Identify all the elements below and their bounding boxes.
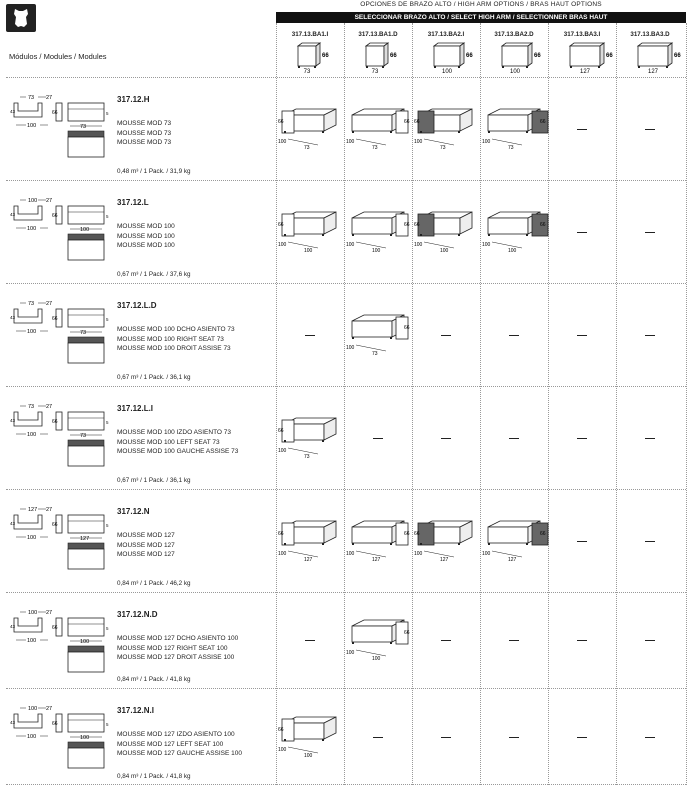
height-dim: 66 [466,53,473,59]
option-cell [346,309,410,364]
description-fr: MOUSSE MOD 100 [117,242,175,249]
volume-weight: 0,84 m³ / 1 Pack. / 41,8 kg [117,773,191,780]
seat-width-dim: 73 [80,124,87,130]
not-available-dash [577,129,587,130]
height-dim: 66 [540,222,546,228]
description-es: MOUSSE MOD 73 [117,120,172,127]
depth-dim: 100 [27,432,37,438]
svg-text:5: 5 [106,722,109,727]
configuration-drawing [278,103,342,153]
configuration-drawing [346,206,410,256]
not-available-dash [645,232,655,233]
not-available-dash [509,737,519,738]
depth-dim: 100 [414,551,423,557]
module-row [0,283,688,386]
module-plan-drawing [8,604,108,694]
not-available-dash [441,640,451,641]
not-available-dash [509,640,519,641]
description-en: MOUSSE MOD 127 RIGHT SEAT 100 [117,644,228,652]
module-plan-drawing [8,700,108,790]
seat-height-dim: 43 [10,212,16,217]
option-cell [414,206,478,261]
depth-dim: 100 [346,242,355,248]
not-available-dash [373,438,383,439]
description-fr: MOUSSE MOD 127 [117,551,175,558]
depth-dim: 100 [346,650,355,656]
height-dim: 66 [322,53,329,59]
not-available-dash [577,737,587,738]
arm-option-code: 317.13.BA2.D [494,31,534,38]
module-reference: 317.12.N.I [117,706,154,715]
configuration-drawing [278,711,342,761]
depth-dim: 100 [278,242,287,248]
not-available-dash [441,335,451,336]
height-dim: 66 [414,222,420,228]
height-dim: 66 [52,721,58,727]
not-available-dash [645,541,655,542]
height-dim: 66 [404,630,410,636]
seat-height-dim: 43 [10,418,16,423]
width-dim: 127 [440,557,449,563]
arm-option-code: 317.13.BA1.I [291,31,329,38]
depth-dim: 100 [278,448,287,454]
not-available-dash [645,129,655,130]
height-dim: 66 [278,222,284,228]
module-reference: 317.12.L.I [117,404,154,413]
arm-option-code: 317.13.BA1.D [358,31,398,38]
width-dim: 73 [440,145,446,151]
depth-dim: 100 [346,139,355,145]
leather-hide-icon [6,4,36,32]
row-divider [6,283,686,284]
height-dim: 66 [52,213,58,219]
arm-module-icon [562,40,613,75]
arm-option-column-317-13-ba3-d [616,23,684,75]
depth-dim: 100 [27,226,37,232]
configuration-drawing [278,206,342,256]
description-es: MOUSSE MOD 127 IZDO ASIENTO 100 [117,731,235,738]
height-dim: 66 [606,53,613,59]
volume-weight: 0,84 m³ / 1 Pack. / 46,2 kg [117,580,191,587]
width-dim: 100 [304,248,313,254]
width-dim: 73 [372,145,378,151]
width-dim: 73 [304,145,310,151]
configuration-drawing [482,103,546,153]
width-dim: 100 [441,69,453,75]
option-cell [414,515,478,570]
depth-dim: 100 [27,638,37,644]
description-fr: MOUSSE MOD 73 [117,139,172,146]
width-dim: 73 [371,69,379,75]
arm-option-code: 317.13.BA2.I [427,31,465,38]
arm-width-dim: 73 [28,95,35,101]
arm-module-icon [630,40,681,75]
not-available-dash [577,438,587,439]
arm-depth-dim: 27 [46,198,53,204]
description-fr: MOUSSE MOD 127 GAUCHE ASSISE 100 [117,750,242,757]
arm-width-dim: 100 [28,610,38,616]
depth-dim: 100 [482,551,491,557]
arm-depth-dim: 27 [46,404,53,410]
svg-text:5: 5 [106,214,109,219]
depth-dim: 100 [27,734,37,740]
width-dim: 100 [509,69,521,75]
not-available-dash [373,737,383,738]
depth-dim: 100 [278,551,287,557]
row-divider [6,784,686,785]
option-cell [278,206,342,261]
not-available-dash [441,737,451,738]
description-es: MOUSSE MOD 100 DCHO ASIENTO 73 [117,326,235,333]
description-fr: MOUSSE MOD 100 GAUCHE ASSISE 73 [117,448,239,455]
height-dim: 66 [278,428,284,434]
width-dim: 127 [304,557,313,563]
seat-width-dim: 73 [80,433,87,439]
depth-dim: 100 [414,242,423,248]
module-plan-drawing [8,501,108,591]
width-dim: 73 [303,69,311,75]
arm-depth-dim: 27 [46,95,53,101]
arm-option-column-317-13-ba2-i [412,23,480,75]
depth-dim: 100 [482,242,491,248]
height-dim: 66 [52,522,58,528]
depth-dim: 100 [414,139,423,145]
module-row [0,77,688,180]
height-dim: 66 [540,531,546,537]
width-dim: 100 [372,656,381,662]
arm-module-icon [494,40,540,74]
description-en: MOUSSE MOD 100 [117,232,175,240]
seat-width-dim: 73 [80,330,87,336]
not-available-dash [509,335,519,336]
arm-option-code: 317.13.BA3.I [563,31,601,38]
module-reference: 317.12.N [117,507,150,516]
module-reference: 317.12.H [117,95,150,104]
width-dim: 73 [304,454,310,460]
arm-depth-dim: 27 [46,706,53,712]
description-es: MOUSSE MOD 100 [117,223,175,230]
arm-depth-dim: 27 [46,610,53,616]
option-cell [346,103,410,158]
seat-height-dim: 43 [10,624,16,629]
option-cell [482,515,546,570]
arm-option-code: 317.13.BA3.D [630,31,670,38]
row-divider [6,180,686,181]
seat-width-dim: 100 [80,735,90,741]
arm-option-column-317-13-ba1-d [344,23,412,75]
height-dim: 66 [404,222,410,228]
seat-width-dim: 100 [80,227,90,233]
module-reference: 317.12.N.D [117,610,158,619]
width-dim: 73 [372,351,378,357]
depth-dim: 100 [278,139,287,145]
row-divider [6,688,686,689]
description-es: MOUSSE MOD 100 IZDO ASIENTO 73 [117,429,232,436]
arm-option-column-317-13-ba2-d [480,23,548,75]
height-dim: 66 [414,119,420,125]
width-dim: 127 [508,557,517,563]
width-dim: 127 [579,69,591,75]
depth-dim: 100 [27,123,37,129]
height-dim: 66 [540,119,546,125]
module-row [0,489,688,592]
volume-weight: 0,67 m³ / 1 Pack. / 37,6 kg [117,271,191,278]
module-row [0,688,688,785]
not-available-dash [305,640,315,641]
not-available-dash [305,335,315,336]
height-dim: 66 [404,119,410,125]
arm-module-icon [290,40,336,74]
option-cell [346,206,410,261]
module-row [0,386,688,489]
option-cell [346,515,410,570]
arm-module-icon [358,40,404,74]
height-dim: 66 [674,53,681,59]
seat-height-dim: 43 [10,720,16,725]
svg-text:5: 5 [106,626,109,631]
description-en: MOUSSE MOD 100 LEFT SEAT 73 [117,438,220,446]
module-row [0,180,688,283]
not-available-dash [645,335,655,336]
height-dim: 66 [278,727,284,733]
description-en: MOUSSE MOD 127 LEFT SEAT 100 [117,740,224,748]
seat-height-dim: 43 [10,109,16,114]
module-plan-drawing [8,295,108,385]
configuration-drawing [482,515,546,565]
height-dim: 66 [404,531,410,537]
not-available-dash [645,737,655,738]
arm-depth-dim: 27 [46,507,53,513]
svg-text:5: 5 [106,420,109,425]
seat-width-dim: 100 [80,639,90,645]
module-row [0,592,688,688]
not-available-dash [509,438,519,439]
high-arm-options-title: OPCIONES DE BRAZO ALTO / HIGH ARM OPTIONS / BRAS HAUT OPTIONS [360,1,602,8]
arm-option-column-317-13-ba3-i [548,23,616,75]
arm-module-icon [426,40,472,74]
arm-width-dim: 127 [28,507,38,513]
row-divider [6,386,686,387]
height-dim: 66 [404,325,410,331]
not-available-dash [577,640,587,641]
arm-width-dim: 73 [28,404,35,410]
module-plan-drawing [8,398,108,488]
height-dim: 66 [52,625,58,631]
svg-text:5: 5 [106,111,109,116]
arm-width-dim: 73 [28,301,35,307]
seat-height-dim: 43 [10,315,16,320]
configuration-drawing [346,614,410,664]
configuration-drawing [414,103,478,153]
configuration-drawing [482,206,546,256]
height-dim: 66 [52,316,58,322]
description-en: MOUSSE MOD 73 [117,129,172,137]
description-es: MOUSSE MOD 127 DCHO ASIENTO 100 [117,635,239,642]
select-high-arm-bar: SELECCIONAR BRAZO ALTO / SELECT HIGH ARM / SELECTIONNER BRAS HAUT [276,12,686,23]
arm-depth-dim: 27 [46,301,53,307]
description-es: MOUSSE MOD 127 [117,532,175,539]
module-plan-drawing [8,89,108,179]
seat-width-dim: 127 [80,536,90,542]
not-available-dash [577,335,587,336]
volume-weight: 0,84 m³ / 1 Pack. / 41,8 kg [117,676,191,683]
svg-text:5: 5 [106,317,109,322]
row-divider [6,592,686,593]
width-dim: 73 [508,145,514,151]
description-fr: MOUSSE MOD 100 DROIT ASSISE 73 [117,345,231,352]
width-dim: 100 [440,248,449,254]
module-reference: 317.12.L [117,198,149,207]
height-dim: 66 [414,531,420,537]
depth-dim: 100 [27,329,37,335]
option-cell [482,206,546,261]
height-dim: 66 [278,531,284,537]
option-cell [346,614,410,669]
description-en: MOUSSE MOD 127 [117,541,175,549]
depth-dim: 100 [27,535,37,541]
depth-dim: 100 [482,139,491,145]
not-available-dash [645,438,655,439]
svg-text:5: 5 [106,523,109,528]
configuration-drawing [278,412,342,462]
not-available-dash [645,640,655,641]
configuration-drawing [278,515,342,565]
volume-weight: 0,67 m³ / 1 Pack. / 36,1 kg [117,374,191,381]
option-cell [278,711,342,766]
height-dim: 66 [278,119,284,125]
arm-width-dim: 100 [28,198,38,204]
configuration-drawing [346,103,410,153]
configuration-drawing [346,515,410,565]
configuration-drawing [346,309,410,359]
module-plan-drawing [8,192,108,282]
volume-weight: 0,48 m³ / 1 Pack. / 31,9 kg [117,168,191,175]
module-reference: 317.12.L.D [117,301,157,310]
description-en: MOUSSE MOD 100 RIGHT SEAT 73 [117,335,224,343]
option-cell [414,103,478,158]
height-dim: 66 [390,53,397,59]
depth-dim: 100 [278,747,287,753]
depth-dim: 100 [346,345,355,351]
width-dim: 127 [647,69,659,75]
option-cell [278,515,342,570]
configuration-drawing [414,515,478,565]
row-divider [6,77,686,78]
arm-option-column-317-13-ba1-i [276,23,344,75]
height-dim: 66 [534,53,541,59]
width-dim: 100 [372,248,381,254]
width-dim: 100 [304,753,313,759]
modules-label: Módulos / Modules / Modules [9,52,107,61]
height-dim: 66 [52,419,58,425]
configuration-drawing [414,206,478,256]
not-available-dash [577,541,587,542]
depth-dim: 100 [346,551,355,557]
height-dim: 66 [52,110,58,116]
option-cell [278,412,342,467]
arm-width-dim: 100 [28,706,38,712]
not-available-dash [441,438,451,439]
width-dim: 100 [508,248,517,254]
option-cell [278,103,342,158]
not-available-dash [577,232,587,233]
option-cell [482,103,546,158]
row-divider [6,489,686,490]
width-dim: 127 [372,557,381,563]
volume-weight: 0,67 m³ / 1 Pack. / 36,1 kg [117,477,191,484]
description-fr: MOUSSE MOD 127 DROIT ASSISE 100 [117,654,235,661]
seat-height-dim: 43 [10,521,16,526]
